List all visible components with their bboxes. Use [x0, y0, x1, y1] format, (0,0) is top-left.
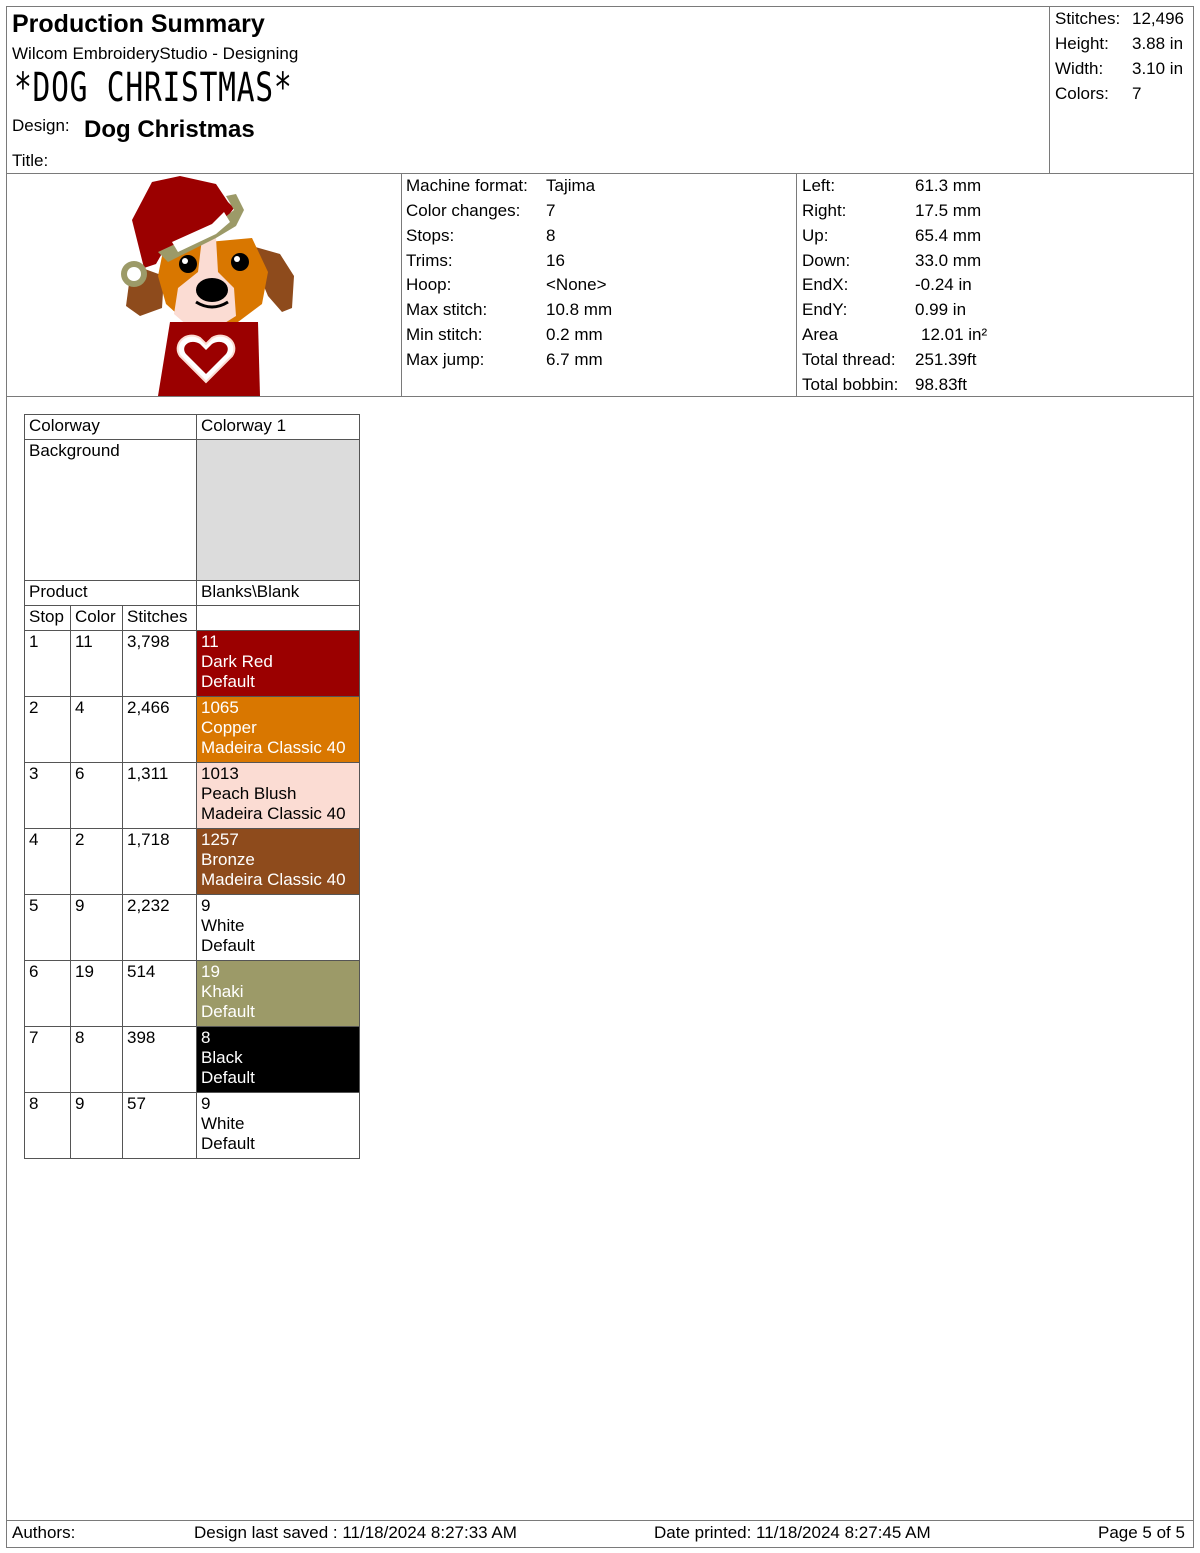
stitches-cell: 1,311 [123, 763, 197, 829]
authors-label: Authors: [12, 1523, 76, 1542]
thread-code: 11 [201, 632, 219, 651]
divider [1049, 6, 1050, 173]
color-cell: 8 [71, 1027, 123, 1093]
stitches-cell: 2,466 [123, 697, 197, 763]
trims-value: 16 [546, 251, 565, 270]
stop-cell: 5 [25, 895, 71, 961]
hoop-value: <None> [546, 275, 607, 294]
max-jump-value: 6.7 mm [546, 350, 603, 369]
right-label: Right: [802, 201, 847, 220]
design-label: Design: [12, 116, 70, 135]
stop-cell: 2 [25, 697, 71, 763]
table-row [25, 1027, 360, 1093]
thread-brand: Default [201, 672, 255, 691]
colors-value: 7 [1132, 84, 1142, 103]
stitches-label: Stitches: [1055, 9, 1121, 28]
date-printed: Date printed: 11/18/2024 8:27:45 AM [654, 1523, 931, 1542]
right-value: 17.5 mm [915, 201, 982, 220]
min-stitch-label: Min stitch: [406, 325, 483, 344]
thread-code: 19 [201, 962, 220, 981]
thread-code: 1013 [201, 764, 239, 783]
colorway-value: Colorway 1 [197, 415, 360, 440]
col-thread-header [197, 606, 360, 631]
hoop-label: Hoop: [406, 275, 452, 294]
up-label: Up: [802, 226, 829, 245]
total-thread-label: Total thread: [802, 350, 896, 369]
thread-brand: Madeira Classic 40 [201, 870, 346, 889]
dog-eye-left [179, 255, 197, 273]
thread-brand: Madeira Classic 40 [201, 804, 346, 823]
thread-name: White [201, 1114, 245, 1133]
table-header-row [25, 606, 360, 631]
stops-label: Stops: [406, 226, 455, 245]
thread-code: 8 [201, 1028, 211, 1047]
height-label: Height: [1055, 34, 1109, 53]
design-name: Dog Christmas [84, 116, 255, 143]
color-cell: 9 [71, 895, 123, 961]
total-thread-value: 251.39ft [915, 350, 977, 369]
machine-format-value: Tajima [546, 176, 596, 195]
thread-swatch [197, 1027, 360, 1093]
divider [796, 173, 797, 396]
stop-cell: 8 [25, 1093, 71, 1159]
thread-name: White [201, 916, 245, 935]
stop-cell: 4 [25, 829, 71, 895]
hat-pompom-center [127, 267, 141, 281]
max-stitch-label: Max stitch: [406, 300, 488, 319]
colorway-label: Colorway [25, 415, 197, 440]
stitches-value: 12,496 [1132, 9, 1184, 28]
title-label: Title: [12, 151, 49, 170]
color-cell: 2 [71, 829, 123, 895]
color-cell: 9 [71, 1093, 123, 1159]
min-stitch-value: 0.2 mm [546, 325, 603, 344]
endy-value: 0.99 in [915, 300, 967, 319]
trims-label: Trims: [406, 251, 453, 270]
table-row [25, 697, 360, 763]
background-row [25, 440, 360, 581]
up-value: 65.4 mm [915, 226, 982, 245]
thread-name: Copper [201, 718, 257, 737]
table-row [25, 829, 360, 895]
thread-swatch [197, 1093, 360, 1159]
color-changes-value: 7 [546, 201, 556, 220]
divider [401, 173, 402, 396]
stop-cell: 6 [25, 961, 71, 1027]
col-stitches-header: Stitches [123, 606, 197, 631]
colors-label: Colors: [1055, 84, 1109, 103]
thread-brand: Madeira Classic 40 [201, 738, 346, 757]
page-number: Page 5 of 5 [1098, 1523, 1185, 1542]
stitches-cell: 398 [123, 1027, 197, 1093]
table-row [25, 763, 360, 829]
stitches-cell: 3,798 [123, 631, 197, 697]
design-preview-image [112, 176, 297, 396]
thread-name: Dark Red [201, 652, 273, 671]
thread-name: Bronze [201, 850, 255, 869]
divider [6, 1520, 1194, 1521]
stitches-cell: 57 [123, 1093, 197, 1159]
width-label: Width: [1055, 59, 1104, 78]
thread-code: 1065 [201, 698, 239, 717]
stitches-cell: 2,232 [123, 895, 197, 961]
color-cell: 4 [71, 697, 123, 763]
stop-cell: 3 [25, 763, 71, 829]
thread-code: 9 [201, 896, 211, 915]
colorway-row [25, 415, 360, 440]
thread-brand: Default [201, 1068, 255, 1087]
stitches-cell: 1,718 [123, 829, 197, 895]
thread-name: Khaki [201, 982, 244, 1001]
down-value: 33.0 mm [915, 251, 982, 270]
dog-nose [196, 278, 228, 302]
color-changes-label: Color changes: [406, 201, 521, 220]
left-label: Left: [802, 176, 836, 195]
area-value: 12.01 in² [921, 325, 988, 344]
endx-value: -0.24 in [915, 275, 972, 294]
col-color-header: Color [71, 606, 123, 631]
max-jump-label: Max jump: [406, 350, 485, 369]
max-stitch-value: 10.8 mm [546, 300, 613, 319]
stitches-cell: 514 [123, 961, 197, 1027]
table-row [25, 631, 360, 697]
design-banner: *DOG CHRISTMAS* [14, 65, 293, 111]
divider [6, 173, 1194, 174]
total-bobbin-label: Total bobbin: [802, 375, 899, 394]
endx-label: EndX: [802, 275, 849, 294]
color-cell: 6 [71, 763, 123, 829]
software-name: Wilcom EmbroideryStudio - Designing [12, 44, 299, 63]
page-title: Production Summary [12, 10, 265, 38]
thread-brand: Default [201, 1134, 255, 1153]
machine-format-label: Machine format: [406, 176, 528, 195]
background-swatch [197, 440, 360, 581]
thread-name: Peach Blush [201, 784, 297, 803]
thread-swatch [197, 829, 360, 895]
background-label: Background [25, 440, 197, 581]
color-cell: 19 [71, 961, 123, 1027]
width-value: 3.10 in [1132, 59, 1184, 78]
stop-cell: 7 [25, 1027, 71, 1093]
dog-eye-right [231, 253, 249, 271]
col-stop-header: Stop [25, 606, 71, 631]
down-label: Down: [802, 251, 851, 270]
product-label: Product [25, 581, 197, 606]
thread-brand: Default [201, 936, 255, 955]
stop-cell: 1 [25, 631, 71, 697]
table-row [25, 961, 360, 1027]
left-value: 61.3 mm [915, 176, 982, 195]
thread-name: Black [201, 1048, 243, 1067]
thread-code: 9 [201, 1094, 211, 1113]
endy-label: EndY: [802, 300, 848, 319]
product-row [25, 581, 360, 606]
total-bobbin-value: 98.83ft [915, 375, 967, 394]
area-label: Area [802, 325, 838, 344]
table-row [25, 895, 360, 961]
thread-swatch [197, 763, 360, 829]
thread-swatch [197, 631, 360, 697]
thread-code: 1257 [201, 830, 239, 849]
height-value: 3.88 in [1132, 34, 1184, 53]
last-saved: Design last saved : 11/18/2024 8:27:33 AM [194, 1523, 517, 1542]
thread-swatch [197, 895, 360, 961]
thread-swatch [197, 961, 360, 1027]
thread-brand: Default [201, 1002, 255, 1021]
stops-value: 8 [546, 226, 556, 245]
color-cell: 11 [71, 631, 123, 697]
divider [6, 396, 1194, 397]
thread-swatch [197, 697, 360, 763]
product-value: Blanks\Blank [197, 581, 360, 606]
table-row [25, 1093, 360, 1159]
colorway-table [24, 414, 360, 1159]
